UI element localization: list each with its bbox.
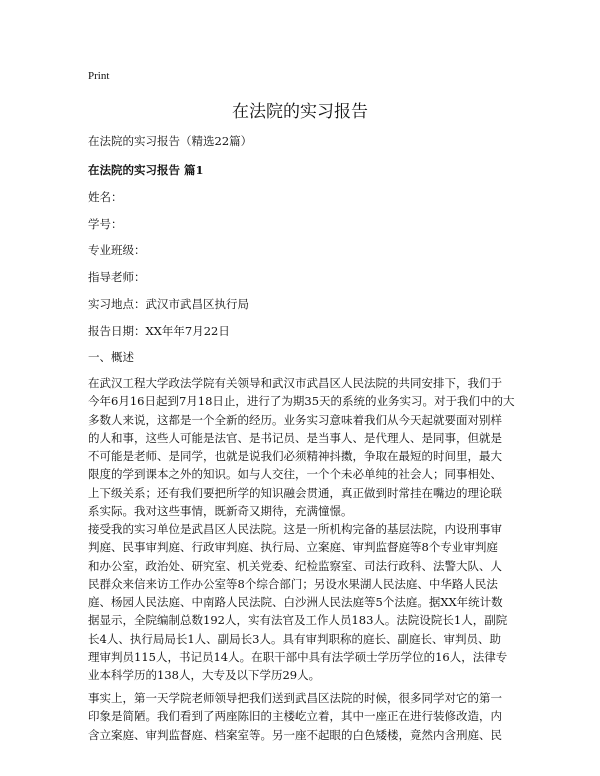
paragraph-line: 据显示，全院编制总数192人，实有法官及工作人员183人。法院设院长1人，副院 bbox=[88, 613, 508, 628]
paragraph-line: 不可能是老师、是同学，也就是说我们必须精神抖擞，争取在最短的时间里，最大 bbox=[88, 449, 502, 464]
paragraph-line: 的人和事，这些人可能是法官、是书记员、是当事人、是代理人、是同事，但就是 bbox=[88, 430, 502, 445]
paragraph-line: 印象是简陋。我们看到了两座陈旧的主楼屹立着，其中一座正在进行装修改造，内 bbox=[88, 709, 502, 724]
page-title: 在法院的实习报告 bbox=[232, 102, 368, 122]
paragraph-line: 庭、杨园人民法庭、中南路人民法院、白沙洲人民法庭等5个法庭。据XX年统计数 bbox=[88, 595, 503, 610]
paragraph-line: 在武汉工程大学政法学院有关领导和武汉市武昌区人民法院的共同安排下，我们于 bbox=[88, 376, 502, 390]
document-subtitle: 在法院的实习报告（精选22篇） bbox=[88, 134, 253, 148]
paragraph-line: 理审判员115人，书记员14人。在职干部中具有法学硕士学历学位的16人，法律专 bbox=[88, 650, 508, 665]
paragraph-line: 民群众来信来访工作办公室等8个综合部门；另设水果湖人民法庭、中华路人民法 bbox=[88, 576, 498, 591]
paragraph-line: 接受我的实习单位是武昌区人民法院。这是一所机构完备的基层法院，内设刑事审 bbox=[88, 522, 502, 536]
paragraph-line: 今年6月16日起到7月18日止，进行了为期35天的系统的业务实习。对于我们中的大 bbox=[88, 394, 515, 409]
field-class: 专业班级： bbox=[88, 243, 146, 257]
paragraph-line: 含立案庭、审判监督庭、档案室等。另一座不起眼的白色矮楼，竟然内含刑庭、民 bbox=[88, 727, 502, 742]
field-advisor: 指导老师： bbox=[88, 270, 146, 284]
paragraph-line: 业本科学历的138人，大专及以下学历29人。 bbox=[88, 668, 321, 683]
paragraph-line: 长4人、执行局局长1人、副局长3人。具有审判职称的庭长、副庭长、审判员、助 bbox=[88, 631, 501, 646]
field-student-id: 学号： bbox=[88, 217, 123, 231]
paragraph-3 bbox=[88, 689, 516, 744]
heading-overview: 一、概述 bbox=[88, 350, 134, 364]
paragraph-line: 限度的学到课本之外的知识。如与人交往，一个个未必单纯的社会人；同事相处、 bbox=[88, 467, 502, 482]
field-location: 实习地点：武汉市武昌区执行局 bbox=[88, 297, 249, 311]
paragraph-1 bbox=[88, 374, 516, 520]
section-title: 在法院的实习报告 篇1 bbox=[88, 163, 204, 177]
paragraph-line: 系实际。我对这些事情，既新奇又期待，充满憧憬。 bbox=[88, 504, 353, 519]
paragraph-2 bbox=[88, 520, 516, 685]
field-name: 姓名： bbox=[88, 190, 123, 204]
paragraph-line: 事实上，第一天学院老师领导把我们送到武昌区法院的时候，很多同学对它的第一 bbox=[88, 691, 502, 705]
field-date: 报告日期：XX年年7月22日 bbox=[88, 324, 230, 338]
print-label: Print bbox=[88, 70, 110, 82]
paragraph-line: 和办公室，政治处、研究室、机关党委、纪检监察室、司法行政科、法警大队、人 bbox=[88, 558, 502, 573]
paragraph-line: 上下级关系；还有我们要把所学的知识融会贯通，真正做到时常挂在嘴边的理论联 bbox=[88, 485, 502, 500]
paragraph-line: 判庭、民事审判庭、行政审判庭、执行局、立案庭、审判监督庭等8个专业审判庭 bbox=[88, 540, 498, 555]
paragraph-line: 多数人来说，这都是一个全新的经历。业务实习意味着我们从今天起就要面对别样 bbox=[88, 412, 502, 427]
